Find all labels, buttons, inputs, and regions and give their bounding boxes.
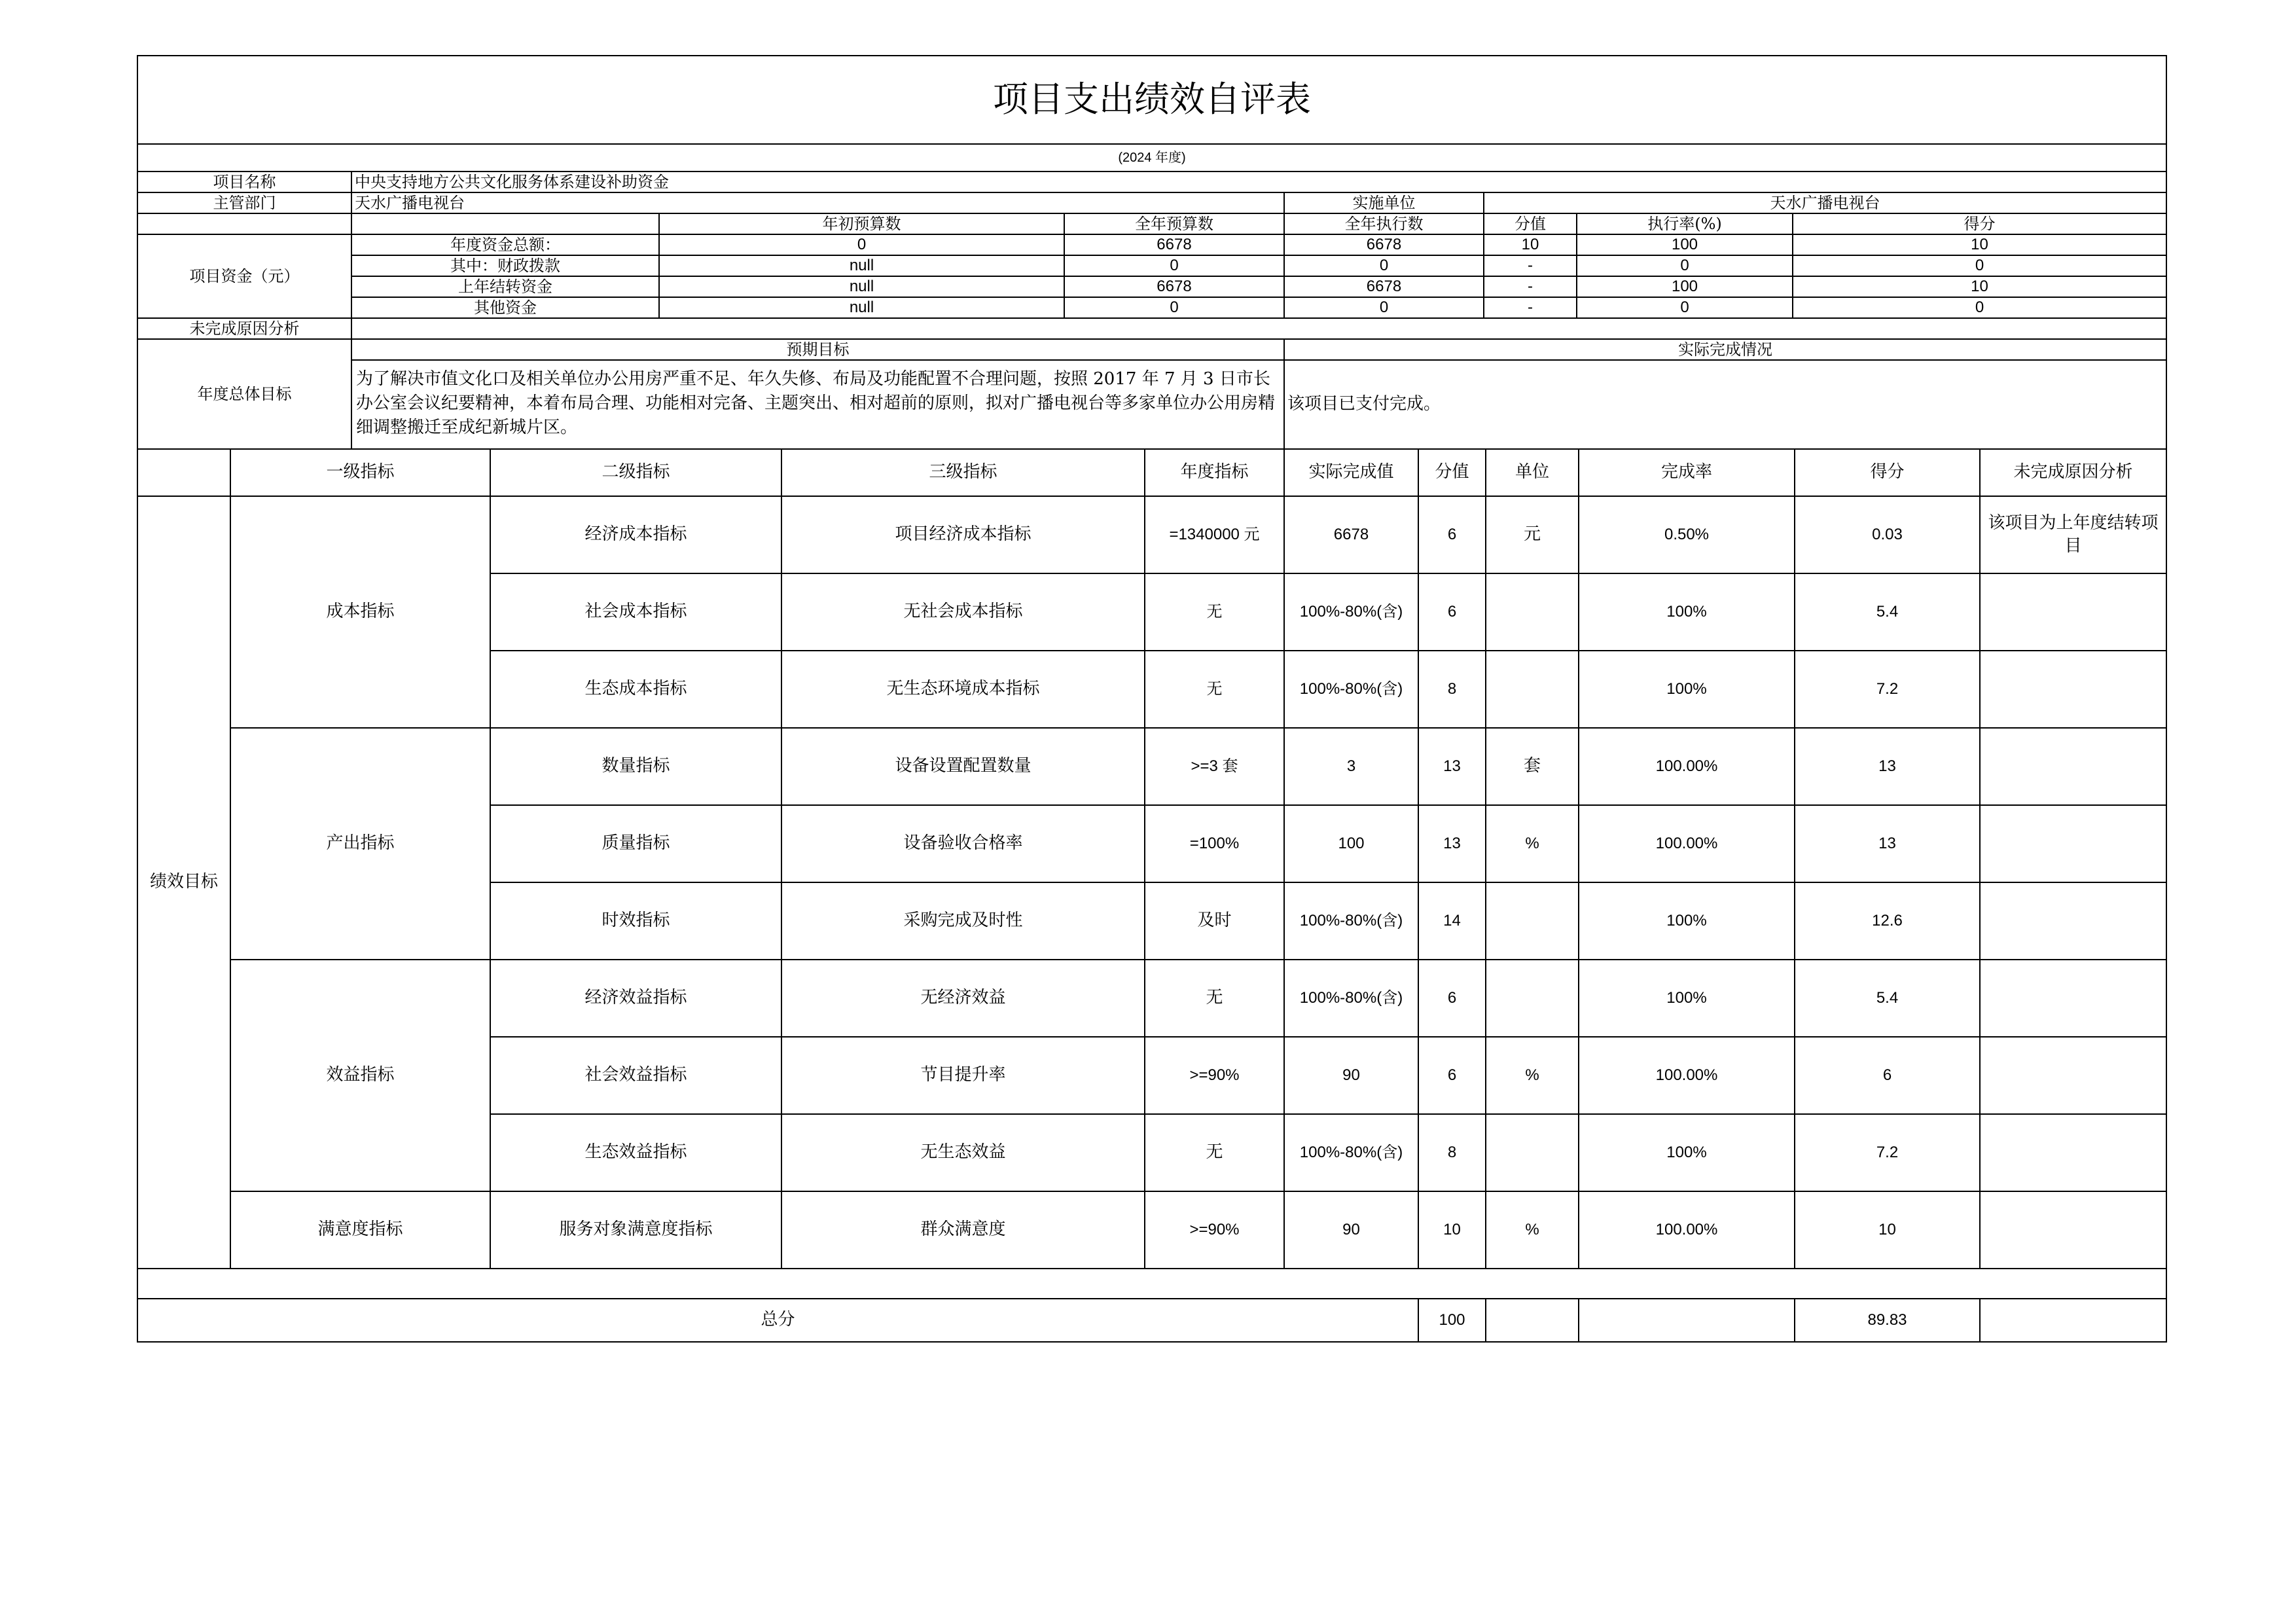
unit (1486, 651, 1579, 728)
perf-label: 绩效目标 (137, 496, 230, 1269)
unfinished-reason (1980, 573, 2166, 651)
funds-cell: 0 (1577, 297, 1793, 318)
l2-indicator: 质量指标 (490, 805, 781, 882)
performance-table (137, 448, 2167, 1343)
unfinished-reason: 该项目为上年度结转项目 (1980, 496, 2166, 573)
expected-goal-text: 为了解决市值文化口及相关单位办公用房严重不足、年久失修、布局及功能配置不合理问题，按照 2017 年 7 月 3 日市长办公室会议纪要精神，本着布局合理、功能相对完备、主题突出、相对超前的原则，拟对广播电视台等多家单位办公用房精细调整搬迁至成纪新城片区。 (351, 360, 1284, 449)
funds-row-name: 年度资金总额： (351, 234, 659, 255)
unfinished-reason (1980, 1037, 2166, 1114)
empty-cell (1579, 1299, 1795, 1342)
l2-indicator: 社会效益指标 (490, 1037, 781, 1114)
completion-rate: 100% (1579, 651, 1795, 728)
annual-target: >=90% (1145, 1037, 1284, 1114)
l1-indicator: 产出指标 (230, 728, 490, 960)
l1-indicator: 满意度指标 (230, 1191, 490, 1269)
annual-target: >=3 套 (1145, 728, 1284, 805)
l2-indicator: 经济成本指标 (490, 496, 781, 573)
funds-header: 得分 (1793, 213, 2166, 234)
funds-row-name: 其他资金 (351, 297, 659, 318)
completion-rate: 100% (1579, 960, 1795, 1037)
year-label: (2024 年度) (137, 144, 2166, 171)
funds-cell: 6678 (1064, 276, 1284, 297)
perf-header: 一级指标 (230, 449, 490, 496)
funds-cell: - (1484, 297, 1577, 318)
l2-indicator: 生态成本指标 (490, 651, 781, 728)
l3-indicator: 设备验收合格率 (781, 805, 1145, 882)
perf-header: 完成率 (1579, 449, 1795, 496)
annual-target: 无 (1145, 960, 1284, 1037)
funds-cell: 0 (1793, 297, 2166, 318)
dept-value: 天水广播电视台 (351, 192, 1284, 213)
perf-header: 年度指标 (1145, 449, 1284, 496)
weight: 6 (1418, 573, 1486, 651)
unit (1486, 573, 1579, 651)
actual-value: 100%-80%(含) (1284, 1114, 1418, 1191)
weight: 8 (1418, 651, 1486, 728)
unfinished-reason (1980, 728, 2166, 805)
score: 0.03 (1795, 496, 1980, 573)
funds-row-name: 上年结转资金 (351, 276, 659, 297)
funds-cell: 0 (1577, 255, 1793, 276)
funds-cell: 0 (1064, 255, 1284, 276)
actual-value: 100%-80%(含) (1284, 651, 1418, 728)
completion-rate: 100% (1579, 573, 1795, 651)
funds-cell: 100 (1577, 276, 1793, 297)
weight: 6 (1418, 496, 1486, 573)
perf-header: 二级指标 (490, 449, 781, 496)
weight: 6 (1418, 1037, 1486, 1114)
perf-header: 实际完成值 (1284, 449, 1418, 496)
l2-indicator: 服务对象满意度指标 (490, 1191, 781, 1269)
weight: 14 (1418, 882, 1486, 960)
unit: % (1486, 1037, 1579, 1114)
actual-value: 6678 (1284, 496, 1418, 573)
total-label: 总分 (137, 1299, 1418, 1342)
actual-value: 90 (1284, 1191, 1418, 1269)
funds-cell: 6678 (1064, 234, 1284, 255)
perf-header: 未完成原因分析 (1980, 449, 2166, 496)
l2-indicator: 时效指标 (490, 882, 781, 960)
total-weight: 100 (1418, 1299, 1486, 1342)
expected-goal-header: 预期目标 (351, 339, 1284, 360)
l3-indicator: 无生态效益 (781, 1114, 1145, 1191)
funds-cell: null (659, 297, 1064, 318)
perf-header: 得分 (1795, 449, 1980, 496)
empty-cell (137, 213, 351, 234)
actual-value: 100 (1284, 805, 1418, 882)
unfinished-value (351, 318, 2166, 339)
completion-rate: 100.00% (1579, 805, 1795, 882)
actual-goal-header: 实际完成情况 (1284, 339, 2166, 360)
score: 7.2 (1795, 1114, 1980, 1191)
funds-cell: 0 (1284, 255, 1484, 276)
funds-label: 项目资金（元） (137, 234, 351, 318)
funds-cell: 6678 (1284, 234, 1484, 255)
l3-indicator: 设备设置配置数量 (781, 728, 1145, 805)
annual-target: 无 (1145, 1114, 1284, 1191)
l2-indicator: 数量指标 (490, 728, 781, 805)
unit: 元 (1486, 496, 1579, 573)
project-name-label: 项目名称 (137, 171, 351, 192)
actual-goal-text: 该项目已支付完成。 (1284, 360, 2166, 449)
unit: % (1486, 1191, 1579, 1269)
score: 12.6 (1795, 882, 1980, 960)
score: 5.4 (1795, 573, 1980, 651)
unfinished-reason (1980, 805, 2166, 882)
funds-cell: 0 (1793, 255, 2166, 276)
completion-rate: 100.00% (1579, 1191, 1795, 1269)
l3-indicator: 无生态环境成本指标 (781, 651, 1145, 728)
funds-cell: 10 (1793, 276, 2166, 297)
score: 10 (1795, 1191, 1980, 1269)
perf-header: 分值 (1418, 449, 1486, 496)
l3-indicator: 无经济效益 (781, 960, 1145, 1037)
unit: % (1486, 805, 1579, 882)
annual-target: 无 (1145, 651, 1284, 728)
funds-cell: null (659, 276, 1064, 297)
funds-cell: - (1484, 255, 1577, 276)
funds-header: 年初预算数 (659, 213, 1064, 234)
empty-cell (137, 449, 230, 496)
funds-cell: null (659, 255, 1064, 276)
weight: 8 (1418, 1114, 1486, 1191)
l2-indicator: 社会成本指标 (490, 573, 781, 651)
actual-value: 100%-80%(含) (1284, 573, 1418, 651)
score: 13 (1795, 728, 1980, 805)
l3-indicator: 群众满意度 (781, 1191, 1145, 1269)
completion-rate: 100.00% (1579, 728, 1795, 805)
l3-indicator: 节目提升率 (781, 1037, 1145, 1114)
unfinished-reason (1980, 882, 2166, 960)
project-name: 中央支持地方公共文化服务体系建设补助资金 (351, 171, 2166, 192)
dept-label: 主管部门 (137, 192, 351, 213)
weight: 10 (1418, 1191, 1486, 1269)
funds-row-name: 其中：财政拨款 (351, 255, 659, 276)
actual-value: 100%-80%(含) (1284, 960, 1418, 1037)
l3-indicator: 无社会成本指标 (781, 573, 1145, 651)
empty-cell (1486, 1299, 1579, 1342)
actual-value: 3 (1284, 728, 1418, 805)
unfinished-reason (1980, 1191, 2166, 1269)
empty-cell (1980, 1299, 2166, 1342)
impl-unit-label: 实施单位 (1284, 192, 1484, 213)
completion-rate: 100.00% (1579, 1037, 1795, 1114)
funds-header: 分值 (1484, 213, 1577, 234)
l3-indicator: 项目经济成本指标 (781, 496, 1145, 573)
funds-cell: 10 (1484, 234, 1577, 255)
funds-header: 执行率(%) (1577, 213, 1793, 234)
unit (1486, 882, 1579, 960)
funds-cell: 10 (1793, 234, 2166, 255)
total-score: 89.83 (1795, 1299, 1980, 1342)
weight: 13 (1418, 728, 1486, 805)
unfinished-reason (1980, 651, 2166, 728)
spacer-row (137, 1269, 2166, 1299)
weight: 13 (1418, 805, 1486, 882)
annual-target: >=90% (1145, 1191, 1284, 1269)
annual-target: =1340000 元 (1145, 496, 1284, 573)
l3-indicator: 采购完成及时性 (781, 882, 1145, 960)
page-title: 项目支出绩效自评表 (137, 56, 2166, 144)
score: 5.4 (1795, 960, 1980, 1037)
actual-value: 90 (1284, 1037, 1418, 1114)
unit: 套 (1486, 728, 1579, 805)
completion-rate: 0.50% (1579, 496, 1795, 573)
unit (1486, 1114, 1579, 1191)
l2-indicator: 经济效益指标 (490, 960, 781, 1037)
completion-rate: 100% (1579, 882, 1795, 960)
funds-cell: 100 (1577, 234, 1793, 255)
score: 6 (1795, 1037, 1980, 1114)
perf-header: 三级指标 (781, 449, 1145, 496)
unit (1486, 960, 1579, 1037)
actual-value: 100%-80%(含) (1284, 882, 1418, 960)
summary-table (137, 55, 2167, 450)
funds-cell: 0 (659, 234, 1064, 255)
funds-cell: 6678 (1284, 276, 1484, 297)
l1-indicator: 效益指标 (230, 960, 490, 1191)
unfinished-label: 未完成原因分析 (137, 318, 351, 339)
funds-cell: 0 (1064, 297, 1284, 318)
empty-cell (351, 213, 659, 234)
funds-header: 全年执行数 (1284, 213, 1484, 234)
annual-target: 及时 (1145, 882, 1284, 960)
unfinished-reason (1980, 1114, 2166, 1191)
funds-header: 全年预算数 (1064, 213, 1284, 234)
funds-cell: - (1484, 276, 1577, 297)
unfinished-reason (1980, 960, 2166, 1037)
goals-label: 年度总体目标 (137, 339, 351, 449)
completion-rate: 100% (1579, 1114, 1795, 1191)
self-evaluation-sheet (137, 55, 2166, 1343)
annual-target: 无 (1145, 573, 1284, 651)
score: 13 (1795, 805, 1980, 882)
impl-unit-value: 天水广播电视台 (1484, 192, 2166, 213)
l1-indicator: 成本指标 (230, 496, 490, 728)
l2-indicator: 生态效益指标 (490, 1114, 781, 1191)
perf-header: 单位 (1486, 449, 1579, 496)
funds-cell: 0 (1284, 297, 1484, 318)
annual-target: =100% (1145, 805, 1284, 882)
weight: 6 (1418, 960, 1486, 1037)
score: 7.2 (1795, 651, 1980, 728)
